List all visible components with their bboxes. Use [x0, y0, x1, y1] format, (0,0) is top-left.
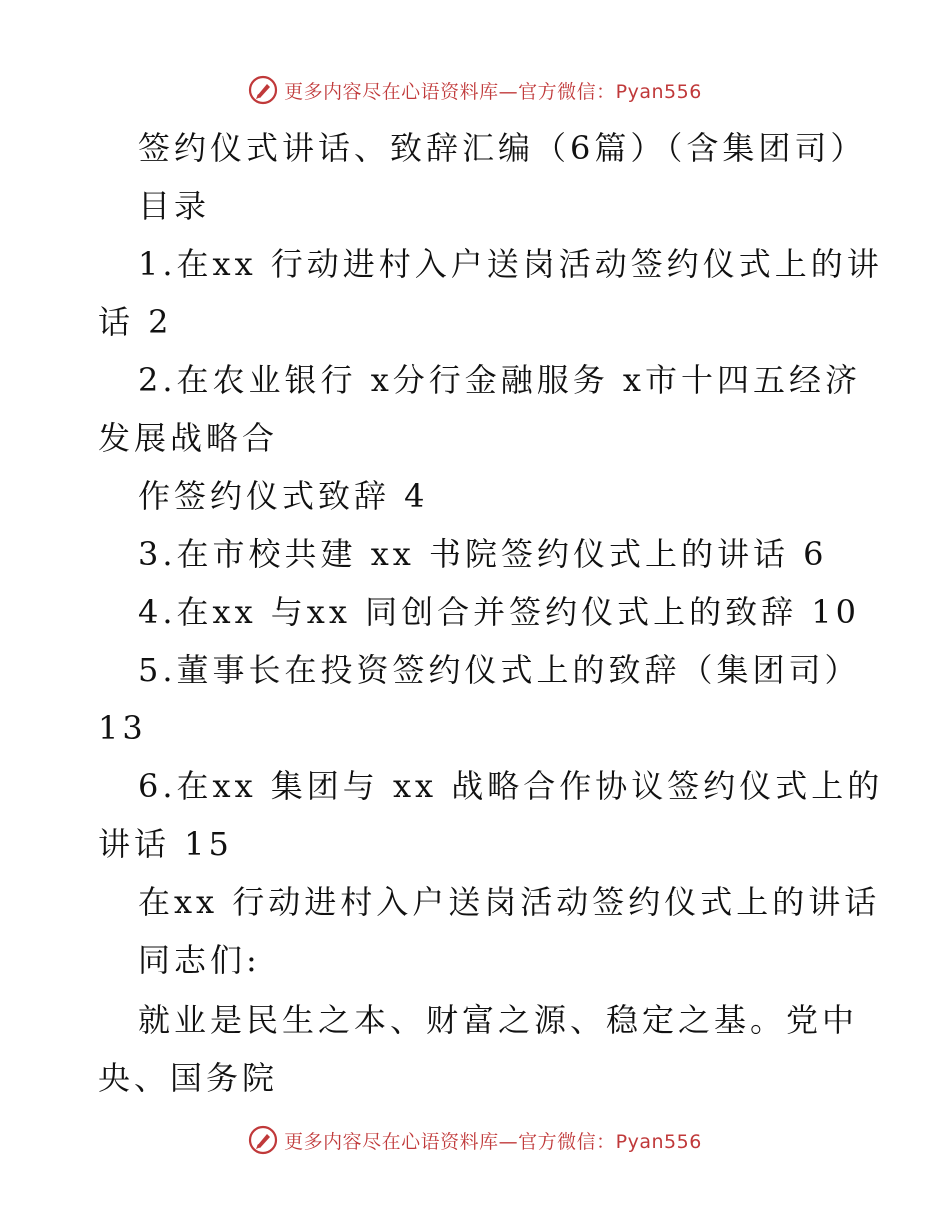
body-paragraph-continued: 央、国务院: [98, 1059, 279, 1097]
toc-item: 1.在xx 行动进村入户送岗活动签约仪式上的讲: [138, 245, 883, 283]
banner-separator: —: [498, 80, 519, 103]
banner-separator: —: [498, 1130, 519, 1153]
salutation: 同志们:: [138, 941, 261, 979]
toc-item-continued: 讲话 15: [98, 825, 233, 863]
toc-item-continued: 13: [98, 709, 147, 747]
toc-item: 4.在xx 与xx 同创合并签约仪式上的致辞 10: [138, 593, 860, 631]
document-title: 签约仪式讲话、致辞汇编（6篇）（含集团司）: [138, 129, 867, 167]
banner-text: [284, 1127, 702, 1154]
toc-item-continued: 话 2: [98, 303, 173, 341]
toc-item: 3.在市校共建 xx 书院签约仪式上的讲话 6: [138, 535, 828, 573]
banner-text: [284, 77, 702, 104]
header-banner: [0, 70, 950, 110]
toc-heading: 目录: [138, 187, 211, 225]
footer-banner: [0, 1120, 950, 1160]
toc-item: 5.董事长在投资签约仪式上的致辞（集团司）: [138, 651, 861, 689]
pen-nib-circle-icon: [248, 1125, 278, 1155]
banner-site: 更多内容尽在心语资料库: [284, 1130, 499, 1153]
banner-site: 更多内容尽在心语资料库: [284, 80, 499, 103]
banner-wechat: 官方微信：Pyan556: [518, 80, 702, 103]
pen-nib-circle-icon: [248, 75, 278, 105]
toc-item: 2.在农业银行 x分行金融服务 x市十四五经济: [138, 361, 861, 399]
body-paragraph: 就业是民生之本、财富之源、稳定之基。党中: [138, 1001, 859, 1039]
toc-item: 6.在xx 集团与 xx 战略合作协议签约仪式上的: [138, 767, 884, 805]
toc-item-continued: 发展战略合: [98, 419, 279, 457]
toc-item-continued: 作签约仪式致辞 4: [138, 477, 429, 515]
banner-wechat: 官方微信：Pyan556: [518, 1130, 702, 1153]
section-title: 在xx 行动进村入户送岗活动签约仪式上的讲话: [138, 883, 881, 921]
